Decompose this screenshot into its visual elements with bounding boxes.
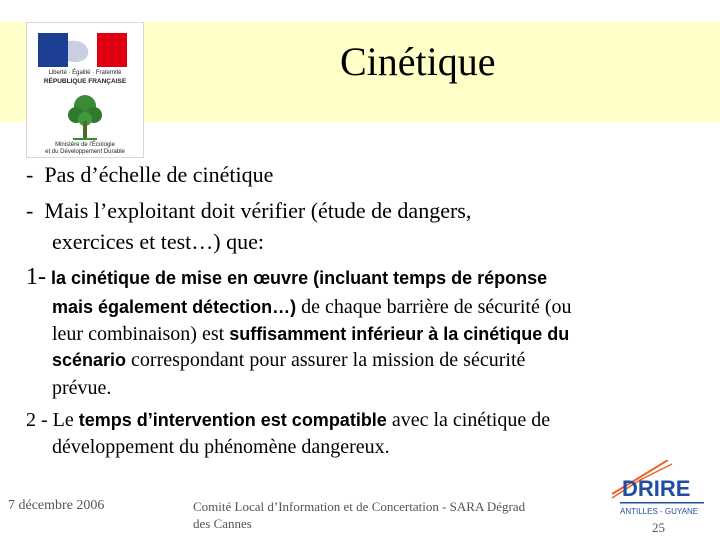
item-2-bold-a: temps d’intervention est compatible <box>78 410 387 430</box>
slide-title: Cinétique <box>340 39 496 84</box>
drire-logo <box>610 460 710 520</box>
footer-event-line1: Comité Local d’Information et de Concertation - SARA Dégrad <box>193 499 526 514</box>
item-1-bold-b: mais également détection…) <box>52 297 297 317</box>
page-number: 25 <box>652 520 665 535</box>
republique-francaise-logo <box>38 33 127 67</box>
item-2-line-1 <box>26 407 550 433</box>
bullet-2-continuation: exercices et test…) que: <box>52 229 264 254</box>
item-1-line-5: prévue. <box>52 377 112 399</box>
bullet-marker: - <box>26 198 34 223</box>
footer-event-line2: des Cannes <box>193 516 252 531</box>
drire-region: ANTILLES - GUYANE <box>620 507 699 516</box>
item-1-bold-c: suffisamment inférieur à la cinétique du <box>229 324 570 344</box>
item-1-text-b: de chaque barrière de sécurité (ou <box>301 296 572 318</box>
ministry-logo-block <box>26 22 144 158</box>
item-2-line-2: développement du phénomène dangereux. <box>52 436 390 458</box>
footer-date: 7 décembre 2006 <box>8 498 105 513</box>
footer-event <box>193 498 593 532</box>
item-1-bold-a: la cinétique de mise en œuvre (incluant temps de réponse <box>51 268 548 288</box>
drire-name: DRIRE <box>622 476 691 501</box>
item-1-line-3 <box>52 321 569 347</box>
tree-icon <box>67 93 103 143</box>
item-1-text-d: correspondant pour assurer la mission de sécurité <box>131 349 526 371</box>
item-2-prefix: 2 - Le <box>26 409 74 431</box>
ministry-name-line2: et du Développement Durable <box>45 149 125 155</box>
bullet-1 <box>26 162 273 188</box>
republique-name: RÉPUBLIQUE FRANÇAISE <box>43 78 127 85</box>
republique-motto: Liberté · Égalité · Fraternité <box>48 70 122 76</box>
item-1-line-1 <box>26 264 547 291</box>
ministry-name-line1: Ministère de l'Écologie <box>55 142 115 148</box>
item-1-text-c: leur combinaison) est <box>52 323 225 345</box>
item-1-line-2 <box>52 294 571 320</box>
item-1-bold-d: scénario <box>52 350 127 370</box>
bullet-2 <box>26 198 471 224</box>
item-1-marker: 1- <box>26 264 46 290</box>
item-1-line-4 <box>52 347 525 373</box>
item-2-text-a: avec la cinétique de <box>391 409 551 431</box>
bullet-marker: - <box>26 162 34 187</box>
bullet-text: Mais l’exploitant doit vérifier (étude de dangers, <box>44 198 472 223</box>
bullet-text: Pas d’échelle de cinétique <box>44 162 274 187</box>
